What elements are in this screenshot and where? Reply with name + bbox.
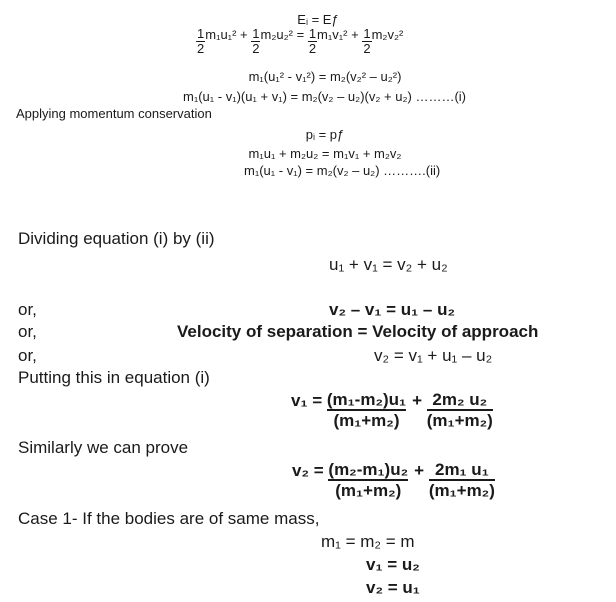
v1-fraction-2: $\frac{\text{2m₂ u₂}}{\text{(m₁+m₂)}}$ <box>426 390 493 430</box>
kinetic-energy-equation: $\frac{1}{2}$ m₁u₁² + $\frac{1}{2}$ m₂u₂² = $\frac{1}{2}$ m₁v₁² + $\frac{1}{2}$ m₂v₂² <box>197 26 404 56</box>
dividing-text: Dividing equation (i) by (ii) <box>18 229 215 248</box>
v1-equals-u2: v₁ = u₂ <box>366 555 420 574</box>
v2-equals-u1: v₂ = u₁ <box>366 578 420 597</box>
equation-ii: m₁(u₁ - v₁) = m₂(v₂ – u₂) ……….(ii) <box>244 163 441 178</box>
v1-formula: v₁ = $\frac{\text{(m₁-m₂)u₁}}{\text{(m₁+m₂)}}$ + $\frac{\text{2m₂ u₂}}{\text{(m₁+m₂)}}$ <box>291 390 493 430</box>
v2-formula: v₂ = $\frac{\text{(m₂-m₁)u₂}}{\text{(m₁+m₂)}}$ + $\frac{\text{2m₁ u₁}}{\text{(m₁+m₂)}}$ <box>292 460 495 500</box>
or-label-2: or, <box>18 322 37 341</box>
similarly-text: Similarly we can prove <box>18 438 189 457</box>
v2-fraction-2: $\frac{\text{2m₁ u₁}}{\text{(m₁+m₂)}}$ <box>428 460 495 500</box>
or-label-3: or, <box>18 346 37 365</box>
v2-expression: v₂ = v₁ + u₁ – u₂ <box>374 346 493 365</box>
difference-equation: v₂ – v₁ = u₁ – u₂ <box>329 300 456 319</box>
half-fraction: $\frac{1}{2}$ <box>197 26 205 56</box>
momentum-equation: pᵢ = pƒ <box>305 127 345 142</box>
half-fraction: $\frac{1}{2}$ <box>363 26 371 56</box>
ke-term-3: m₁v₁² <box>317 27 348 42</box>
half-fraction: $\frac{1}{2}$ <box>308 26 317 56</box>
case-1-text: Case 1- If the bodies are of same mass, <box>18 509 320 528</box>
ke-term-2: m₂u₂² <box>260 27 293 42</box>
v1-fraction-1: $\frac{\text{(m₁-m₂)u₁}}{\text{(m₁+m₂)}}$ <box>326 390 407 430</box>
sum-equation: u₁ + v₁ = v₂ + u₂ <box>329 255 448 274</box>
ke-term-1: m₁u₁² <box>205 27 237 42</box>
putting-text: Putting this in equation (i) <box>18 368 210 387</box>
separation-approach-equation: Velocity of separation = Velocity of approach <box>177 322 539 341</box>
equation-a: m₁(u₁² - v₁²) = m₂(v₂² – u₂²) <box>248 69 402 84</box>
ke-term-4: m₂v₂² <box>371 27 404 42</box>
momentum-heading: Applying momentum conservation <box>16 106 212 121</box>
energy-equation: Eᵢ = Eƒ <box>297 12 339 27</box>
equation-i: m₁(u₁ - v₁)(u₁ + v₁) = m₂(v₂ – u₂)(v₂ + u₂) ………(i) <box>183 89 466 104</box>
v2-fraction-1: $\frac{\text{(m₂-m₁)u₂}}{\text{(m₁+m₂)}}$ <box>328 460 409 500</box>
or-label-1: or, <box>18 300 37 319</box>
equal-mass-equation: m₁ = m₂ = m <box>321 532 415 551</box>
momentum-expanded: m₁u₁ + m₂u₂ = m₁v₁ + m₂v₂ <box>248 146 402 161</box>
half-fraction: $\frac{1}{2}$ <box>252 26 260 56</box>
